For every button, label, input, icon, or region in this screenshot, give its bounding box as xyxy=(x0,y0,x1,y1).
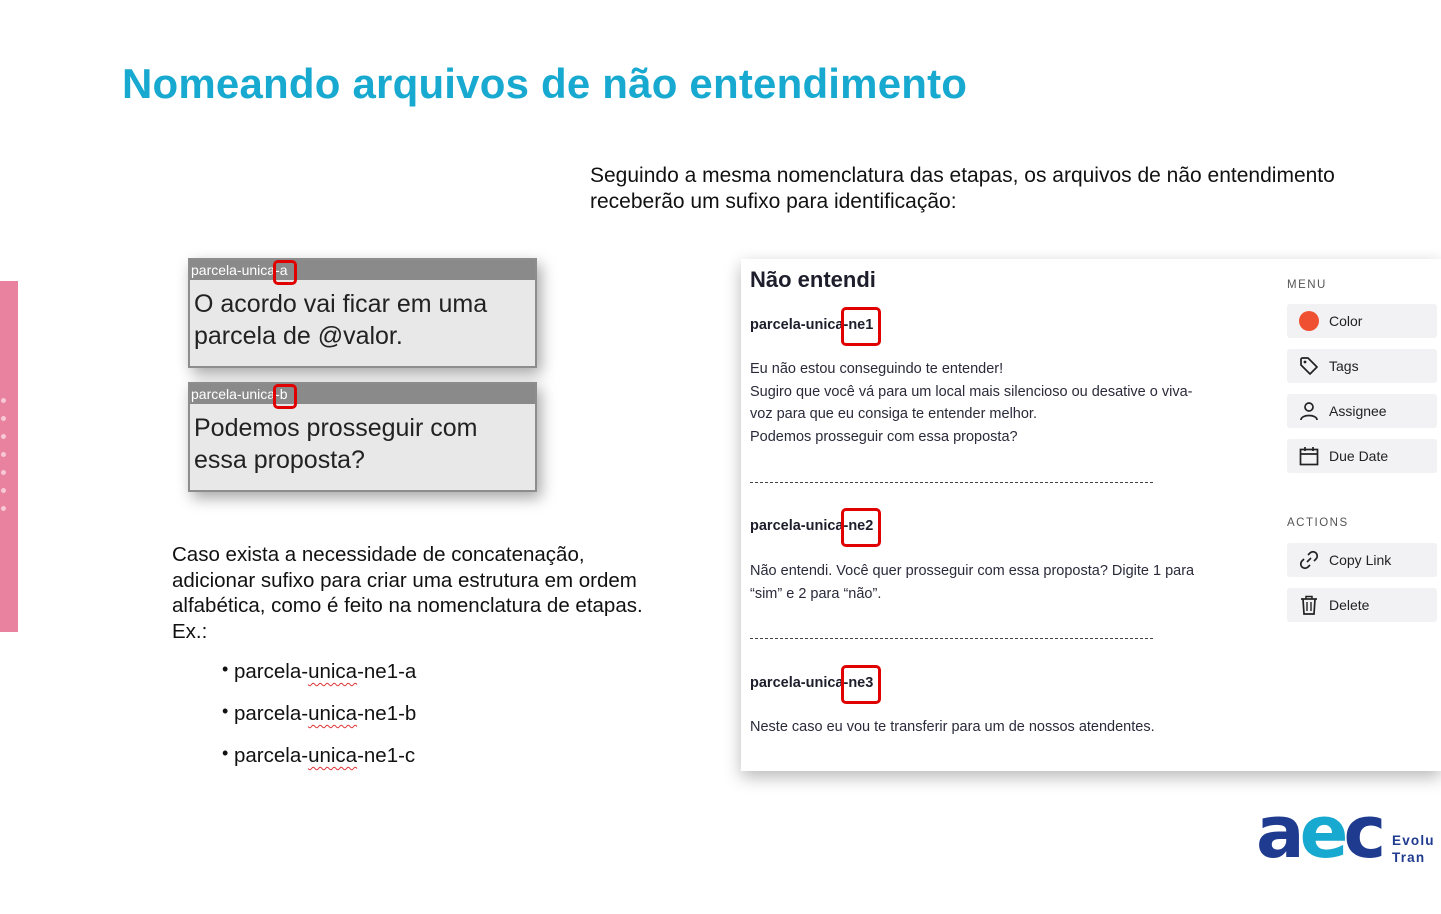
color-button[interactable]: Color xyxy=(1287,304,1437,338)
node-text-ne1: Eu não estou conseguindo te entender! Sugiro que você vá para um local mais silencioso ou desative o viva- voz para que eu consiga te entender melhor. Podemos prosseguir com essa proposta? xyxy=(750,361,1193,445)
copy-link-button[interactable]: Copy Link xyxy=(1287,543,1437,577)
example-item: • parcela-unica-ne1-c xyxy=(222,742,416,784)
calendar-icon xyxy=(1298,445,1320,467)
actions-heading: ACTIONS xyxy=(1287,517,1349,529)
aec-logo xyxy=(1256,790,1435,882)
message-card-a xyxy=(188,258,537,368)
user-icon xyxy=(1298,400,1320,422)
card-name-suffix: -a xyxy=(275,262,287,278)
node-name-ne2: parcela-unica-ne2 xyxy=(750,518,873,534)
pink-dots-decoration xyxy=(1,398,9,524)
example-item: • parcela-unica-ne1-a xyxy=(222,658,416,700)
color-dot-icon xyxy=(1298,310,1320,332)
due-date-button[interactable]: Due Date xyxy=(1287,439,1437,473)
delete-button[interactable]: Delete xyxy=(1287,588,1437,622)
logo-wordmark: aec xyxy=(1256,790,1382,874)
card-name-prefix: parcela-unica xyxy=(191,262,276,278)
intro-text: Seguindo a mesma nomenclatura das etapas, os arquivos de não entendimento receberão um sufixo para identificação: xyxy=(590,164,1335,213)
menu-heading: MENU xyxy=(1287,279,1327,291)
card-name-header xyxy=(190,260,535,280)
example-item: • parcela-unica-ne1-b xyxy=(222,700,416,742)
card-message-text: O acordo vai ficar em uma parcela de @valor. xyxy=(194,290,488,350)
concat-explanation: Caso exista a necessidade de concatenação, adicionar sufixo para criar uma estrutura em ordem alfabética, como é feito na nomenclatura de etapas. Ex.: xyxy=(172,543,643,643)
card-name-header xyxy=(190,384,535,404)
tag-icon xyxy=(1298,355,1320,377)
tags-button[interactable]: Tags xyxy=(1287,349,1437,383)
node-name-ne1: parcela-unica-ne1 xyxy=(750,317,873,333)
separator-line xyxy=(750,482,1153,483)
node-text-ne2: Não entendi. Você quer prosseguir com essa proposta? Digite 1 para “sim” e 2 para “não”. xyxy=(750,563,1195,602)
example-list xyxy=(222,658,416,784)
panel-title: Não entendi xyxy=(750,267,876,292)
assignee-button[interactable]: Assignee xyxy=(1287,394,1437,428)
separator-line xyxy=(750,638,1153,639)
trash-icon xyxy=(1298,594,1320,616)
message-card-b xyxy=(188,382,537,492)
node-text-ne3: Neste caso eu vou te transferir para um de nossos atendentes. xyxy=(750,719,1155,735)
node-detail-panel xyxy=(741,259,1441,771)
card-name-prefix: parcela-unica xyxy=(191,386,276,402)
link-icon xyxy=(1298,549,1320,571)
card-name-suffix: -b xyxy=(275,386,287,402)
logo-tagline: Evolu Tran xyxy=(1392,833,1435,865)
node-name-ne3: parcela-unica-ne3 xyxy=(750,675,873,691)
slide-title: Nomeando arquivos de não entendimento xyxy=(122,60,968,107)
card-message-text: Podemos prosseguir com essa proposta? xyxy=(194,414,478,474)
